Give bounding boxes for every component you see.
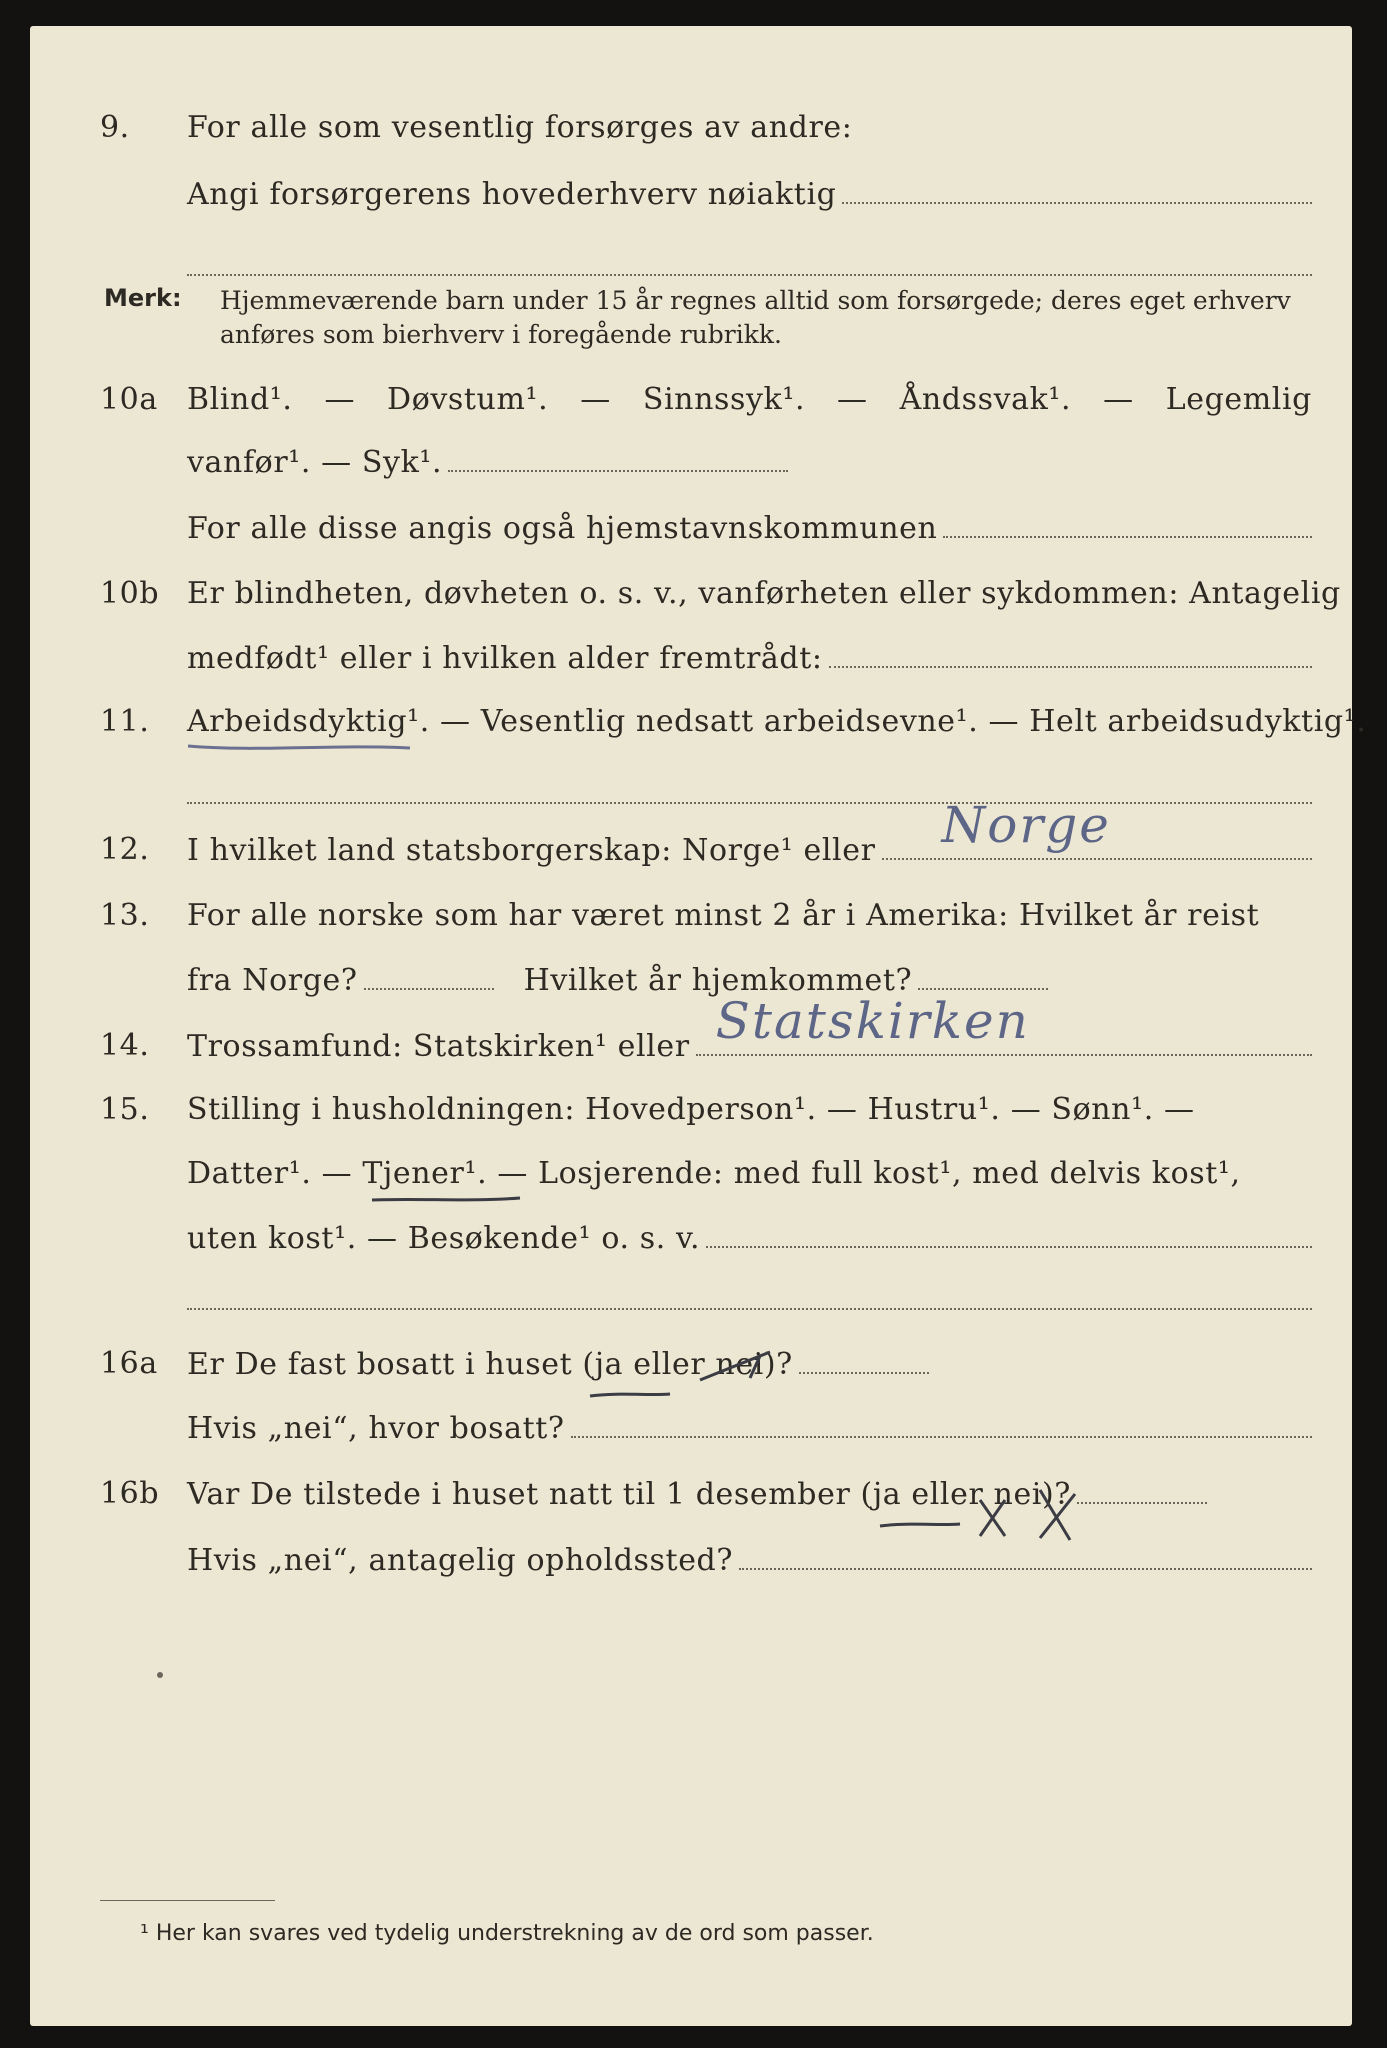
q10a-dash-4: — [1103, 382, 1134, 417]
q13-number: 13. [100, 898, 150, 933]
q16a-question-2: Hvis „nei“, hvor bosatt? [187, 1411, 565, 1446]
q10a-line3 [30, 510, 1352, 566]
q16b-line2 [30, 1542, 1352, 1598]
q12-handwritten-answer: Norge [941, 796, 1111, 854]
q16b-question: Var De tilstede i huset natt til 1 desember (ja eller nei)? [187, 1477, 1071, 1512]
footnote-text: Her kan svares ved tydelig understrekning av de ord som passer. [155, 1921, 874, 1946]
q10a-number: 10a [100, 382, 158, 417]
q10a-dash-3: — [837, 382, 868, 417]
q9-line2 [30, 176, 1352, 232]
q12-line1 [30, 796, 1352, 888]
q10a-dovstum: Døvstum¹. [387, 382, 549, 417]
q16a-bosatt-field[interactable] [571, 1410, 1312, 1438]
q16b-answer-field[interactable] [1077, 1476, 1207, 1504]
q13-reist-question: fra Norge? [187, 963, 358, 998]
merk-label: Merk: [104, 284, 182, 312]
q15-line3 [30, 1220, 1352, 1276]
q10b-question: Er blindheten, døvheten o. s. v., vanførheten eller sykdommen: Antagelig [187, 576, 1341, 611]
q10a-sinnssyk: Sinnssyk¹. [642, 382, 806, 417]
q13-question: For alle norske som har været minst 2 år i Amerika: Hvilket år reist [187, 898, 1260, 933]
q11-answer-line[interactable] [187, 802, 1312, 804]
q10a-question-3: For alle disse angis også hjemstavnskommunen [187, 511, 938, 546]
q11-question: Arbeidsdyktig¹. — Vesentlig nedsatt arbeidsevne¹. — Helt arbeidsudyktig¹. [187, 704, 1367, 739]
q13-hjemkommet-question: Hvilket år hjemkommet? [523, 963, 913, 998]
q10a-blind: Blind¹. [187, 382, 293, 417]
q10a-dash-1: — [324, 382, 356, 417]
q13-hjemkommet-field[interactable] [918, 962, 1048, 990]
q15-answer-line[interactable] [187, 1308, 1312, 1310]
q14-handwritten-answer: Statskirken [715, 992, 1030, 1050]
q10a-kommune-field[interactable] [943, 510, 1312, 538]
q16b-number: 16b [100, 1476, 160, 1511]
q11-line1 [30, 704, 1367, 760]
q9-answer-line[interactable] [187, 274, 1312, 276]
q15-answer-field[interactable] [706, 1220, 1312, 1248]
q16a-number: 16a [100, 1346, 158, 1381]
q9-question: For alle som vesentlig forsørges av andre: [187, 110, 853, 145]
q10a-dash-2: — [580, 382, 611, 417]
q14-number: 14. [100, 1028, 150, 1063]
q16a-answer-field[interactable] [799, 1346, 929, 1374]
footnote-rule [100, 1900, 275, 1901]
q10a-question-2: vanfør¹. — Syk¹. [187, 445, 443, 480]
q10b-question-2: medfødt¹ eller i hvilken alder fremtrådt: [187, 641, 823, 676]
footnote-mark: ¹ [140, 1921, 149, 1946]
q14-line1 [30, 992, 1352, 1084]
q16a-question: Er De fast bosatt i huset (ja eller nei)? [187, 1347, 793, 1382]
q10b-line2 [30, 640, 1352, 696]
q10a-answer-field[interactable] [448, 444, 788, 472]
q12-answer-field[interactable] [882, 796, 1312, 860]
q10b-answer-field[interactable] [829, 640, 1312, 668]
q15-number: 15. [100, 1092, 150, 1127]
q14-answer-field[interactable] [696, 992, 1312, 1056]
q10b-number: 10b [100, 576, 160, 611]
q9-number: 9. [100, 110, 130, 145]
q13-line2 [30, 962, 1352, 1018]
q9-line1 [30, 110, 1352, 166]
merk-text: Hjemmeværende barn under 15 år regnes alltid som forsørgede; deres eget erhverv anføres som bierhverv i foregående rubrikk. [220, 286, 1291, 349]
footnote [140, 1921, 874, 1946]
q10a-andssvak: Åndssvak¹. [899, 382, 1072, 417]
q16a-line2 [30, 1410, 1352, 1466]
q12-number: 12. [100, 832, 150, 867]
q15-line2 [30, 1156, 1352, 1212]
q10a-line1 [30, 382, 1352, 438]
q16b-line1 [30, 1476, 1352, 1532]
q10a-line2 [30, 444, 1352, 500]
q15-line1 [30, 1092, 1352, 1148]
q14-question: Trossamfund: Statskirken¹ eller [187, 1029, 690, 1064]
q15-question-3: uten kost¹. — Besøkende¹ o. s. v. [187, 1221, 701, 1256]
q15-question: Stilling i husholdningen: Hovedperson¹. — Hustru¹. — Sønn¹. — [187, 1092, 1195, 1127]
q16b-opholdssted-field[interactable] [739, 1542, 1312, 1570]
q9-question-2: Angi forsørgerens hovederhverv nøiaktig [187, 177, 837, 212]
q9-answer-field[interactable] [842, 176, 1312, 204]
q12-question: I hvilket land statsborgerskap: Norge¹ eller [187, 833, 876, 868]
q10a-legemlig: Legemlig [1165, 382, 1312, 417]
q11-number: 11. [100, 704, 150, 739]
q16b-question-2: Hvis „nei“, antagelig opholdssted? [187, 1543, 734, 1578]
q10b-line1 [30, 576, 1352, 632]
q13-line1 [30, 898, 1352, 954]
q15-question-2: Datter¹. — Tjener¹. — Losjerende: med full kost¹, med delvis kost¹, [187, 1156, 1241, 1191]
q16a-line1 [30, 1346, 1352, 1402]
census-form-page [30, 26, 1367, 2026]
q13-reist-field[interactable] [364, 962, 494, 990]
